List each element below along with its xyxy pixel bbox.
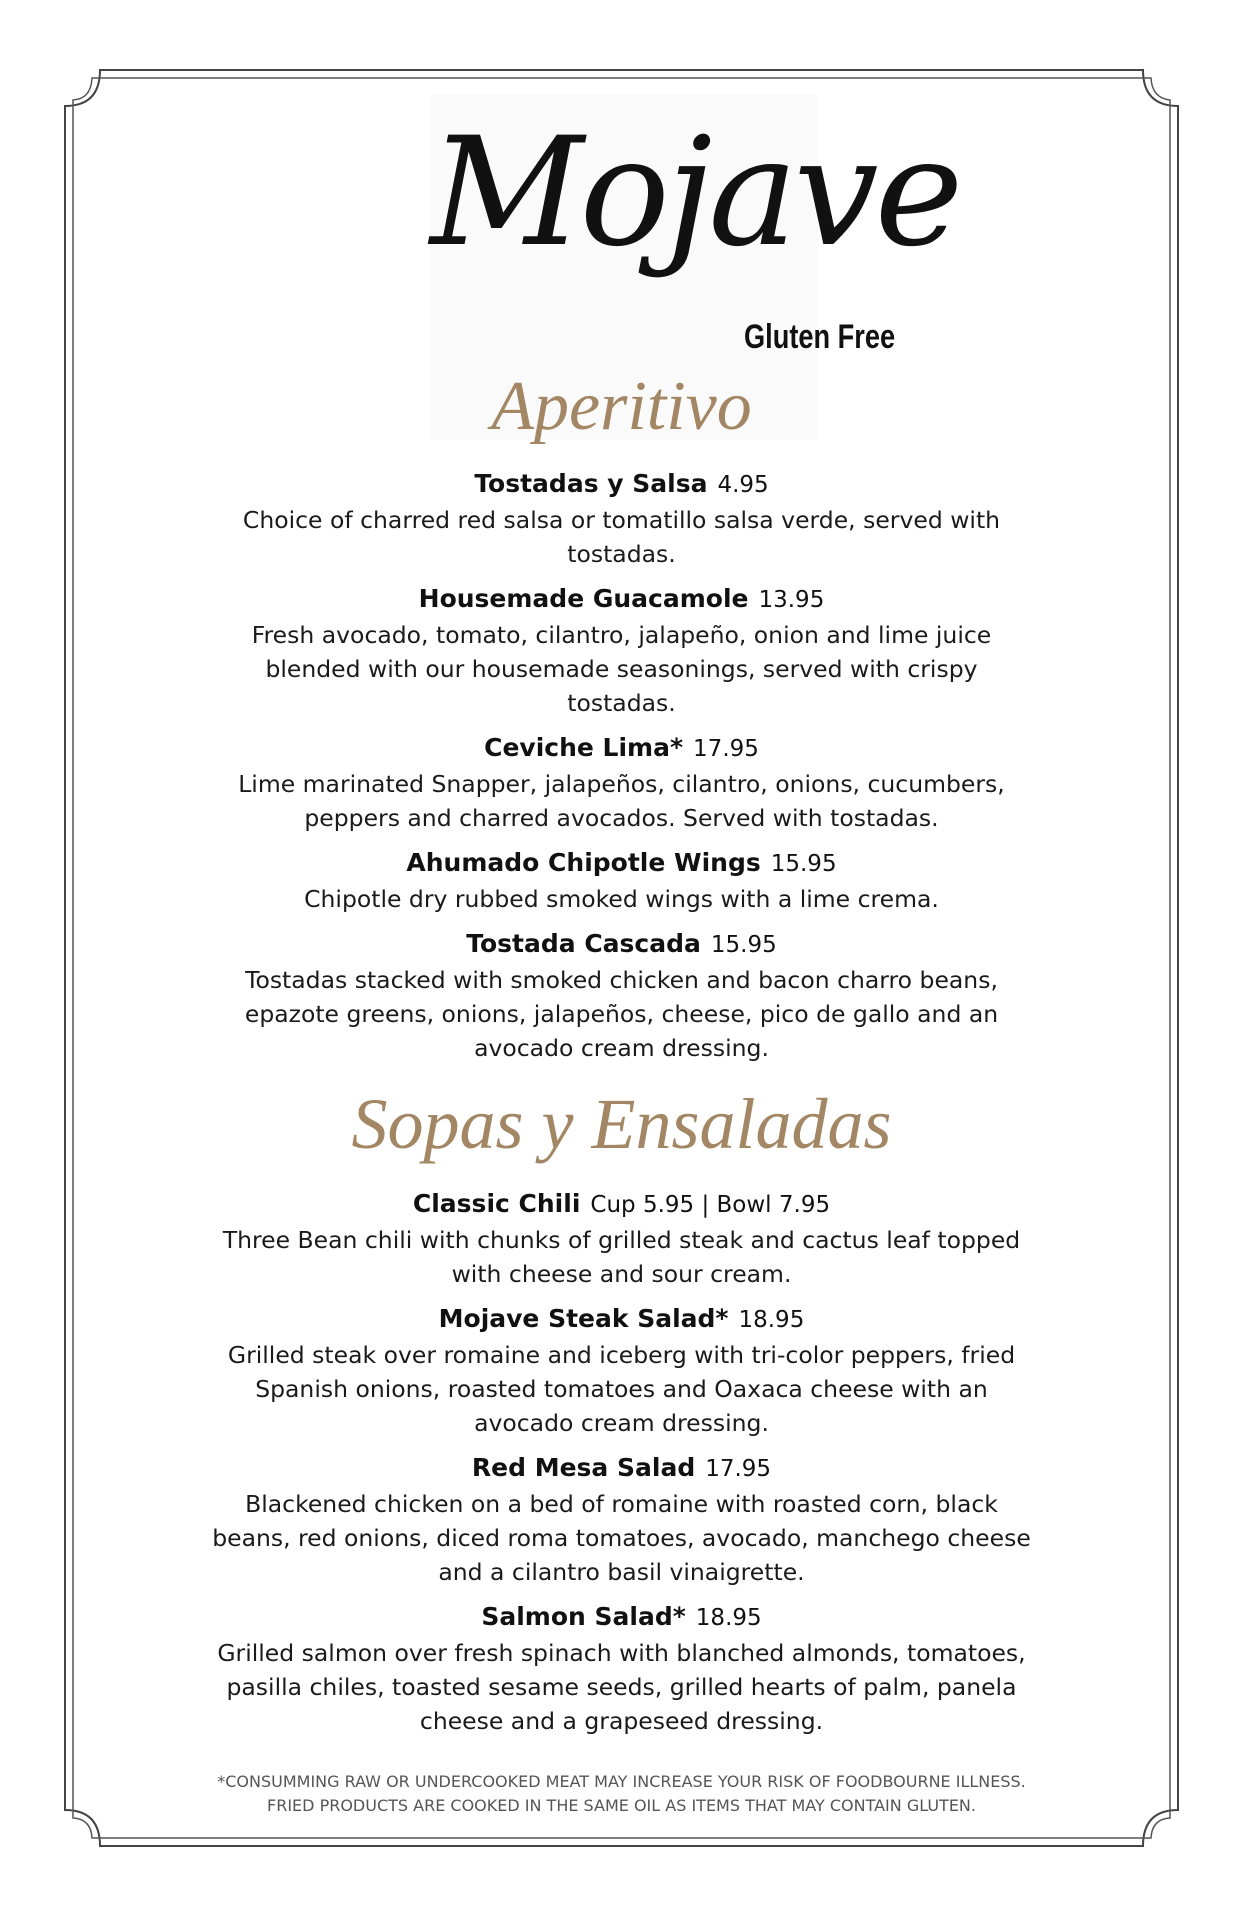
disclaimer-line-2: FRIED PRODUCTS ARE COOKED IN THE SAME OIL AS ITEMS THAT MAY CONTAIN GLUTEN. [267,1796,976,1815]
menu-item [210,581,1033,720]
disclaimer-line-1: *CONSUMMING RAW OR UNDERCOOKED MEAT MAY INCREASE YOUR RISK OF FOODBOURNE ILLNESS. [217,1772,1026,1791]
item-name: Ceviche Lima* [484,733,684,762]
item-name: Tostada Cascada [466,929,701,958]
sopas-list [210,1186,1033,1748]
disclaimer-footnote [0,1770,1243,1818]
section-title-aperitivo: Aperitivo [491,368,752,445]
item-description: Fresh avocado, tomato, cilantro, jalapeño, onion and lime juice blended with our housemade seasonings, served with crispy tostadas. [251,621,992,717]
item-description: Choice of charred red salsa or tomatillo salsa verde, served with tostadas. [242,506,1001,568]
gluten-free-tag: Gluten Free [744,318,896,356]
menu-item [210,1301,1033,1440]
section-title-sopas: Sopas y Ensaladas [351,1084,892,1164]
menu-item [210,926,1033,1065]
item-name: Ahumado Chipotle Wings [406,848,761,877]
item-price: 15.95 [710,932,777,958]
item-price: 15.95 [770,851,837,877]
brand-logo: Mojave [430,106,960,280]
item-price: 18.95 [695,1605,762,1631]
item-name: Mojave Steak Salad* [438,1304,729,1333]
item-description: Tostadas stacked with smoked chicken and bacon charro beans, epazote greens, onions, jalapeños, cheese, pico de gallo and an avocado cream dressing. [244,966,999,1062]
item-name: Classic Chili [412,1189,581,1218]
menu-item [210,1599,1033,1738]
menu-item [210,1450,1033,1589]
item-price: 13.95 [758,587,825,613]
item-price: Cup 5.95 | Bowl 7.95 [590,1192,831,1218]
item-price: 18.95 [738,1307,805,1333]
menu-item [210,1186,1033,1291]
item-description: Blackened chicken on a bed of romaine with roasted corn, black beans, red onions, diced roma tomatoes, avocado, manchego cheese and a cilantro basil vinaigrette. [212,1490,1031,1586]
menu-item [210,466,1033,571]
item-name: Red Mesa Salad [471,1453,696,1482]
item-description: Lime marinated Snapper, jalapeños, cilantro, onions, cucumbers, peppers and charred avocados. Served with tostadas. [238,770,1005,832]
aperitivo-list [210,466,1033,1075]
item-description: Three Bean chili with chunks of grilled steak and cactus leaf topped with cheese and sour cream. [222,1226,1021,1288]
item-name: Tostadas y Salsa [474,469,708,498]
item-price: 17.95 [705,1456,772,1482]
item-name: Salmon Salad* [481,1602,686,1631]
item-description: Grilled steak over romaine and iceberg with tri-color peppers, fried Spanish onions, roasted tomatoes and Oaxaca cheese with an avocado cream dressing. [227,1341,1016,1437]
item-name: Housemade Guacamole [418,584,749,613]
item-description: Grilled salmon over fresh spinach with blanched almonds, tomatoes, pasilla chiles, toasted sesame seeds, grilled hearts of palm, panela cheese and a grapeseed dressing. [217,1639,1026,1735]
item-price: 17.95 [693,736,759,762]
menu-item [210,730,1033,835]
menu-item [210,845,1033,916]
item-price: 4.95 [717,472,769,498]
item-description: Chipotle dry rubbed smoked wings with a lime crema. [304,885,939,913]
